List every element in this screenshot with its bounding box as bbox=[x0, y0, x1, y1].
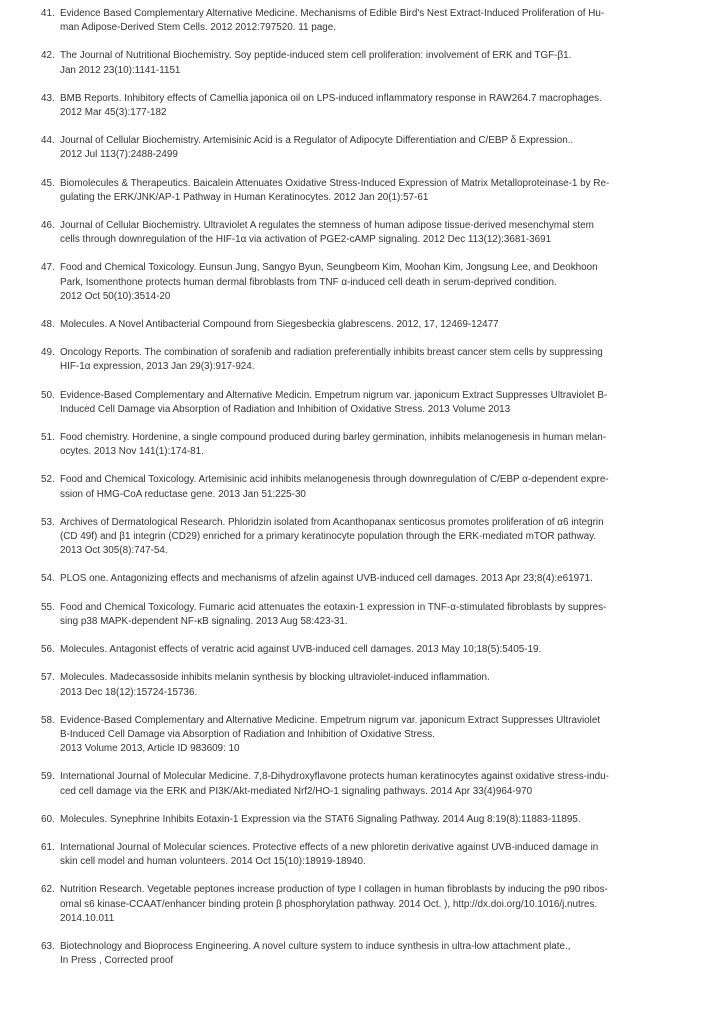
reference-number: 44. bbox=[41, 135, 55, 147]
reference-text bbox=[60, 92, 686, 120]
reference-line: 2013 Oct 305(8):747-54. bbox=[60, 545, 168, 557]
reference-item bbox=[41, 318, 686, 332]
reference-item bbox=[41, 714, 686, 757]
reference-item bbox=[41, 770, 686, 798]
reference-line: Evidence-Based Complementary and Alternative Medicin. Empetrum nigrum var. japonicum Extract Suppresses Ultraviolet B- bbox=[60, 389, 608, 401]
reference-item bbox=[41, 883, 686, 926]
reference-line: Induced Cell Damage via Absorption of Radiation and Inhibition of Oxidative Stress. 2013 Volume 2013 bbox=[60, 403, 511, 415]
reference-text bbox=[60, 643, 686, 657]
reference-line: The Journal of Nutritional Biochemistry. Soy peptide-induced stem cell proliferation: involvement of ERK and TGF-β1. bbox=[60, 50, 572, 62]
reference-number: 61. bbox=[41, 841, 55, 853]
reference-line: International Journal of Molecular sciences. Protective effects of a new phloretin derivative against UVB-induced damage in bbox=[60, 841, 599, 853]
reference-item bbox=[41, 134, 686, 162]
reference-line: Molecules. A Novel Antibacterial Compound from Siegesbeckia glabrescens. 2012, 17, 12469-12477 bbox=[60, 319, 499, 331]
reference-line: gulating the ERK/JNK/AP-1 Pathway in Human Keratinocytes. 2012 Jan 20(1):57-61 bbox=[60, 191, 429, 203]
reference-item bbox=[41, 219, 686, 247]
reference-number: 47. bbox=[41, 262, 55, 274]
reference-line: 2012 Oct 50(10):3514-20 bbox=[60, 290, 171, 302]
reference-number: 50. bbox=[41, 389, 55, 401]
reference-text bbox=[60, 219, 686, 247]
reference-line: Journal of Cellular Biochemistry. Artemisinic Acid is a Regulator of Adipocyte Differentiation and C/EBP δ Expression.. bbox=[60, 135, 574, 147]
reference-item bbox=[41, 389, 686, 417]
reference-line: Biomolecules & Therapeutics. Baicalein Attenuates Oxidative Stress-Induced Expression of Matrix Metalloproteinase-1 by Re- bbox=[60, 177, 610, 189]
reference-line: Biotechnology and Bioprocess Engineering. A novel culture system to induce synthesis in ultra-low attachment plate., bbox=[60, 940, 571, 952]
reference-text bbox=[60, 261, 686, 304]
reference-line: 2014.10.011 bbox=[60, 912, 115, 924]
reference-line: Jan 2012 23(10):1141-1151 bbox=[60, 64, 181, 76]
reference-text bbox=[60, 841, 686, 869]
reference-line: Food and Chemical Toxicology. Eunsun Jung, Sangyo Byun, Seungbeom Kim, Moohan Kim, Jongsung Lee, and Deokhoon bbox=[60, 262, 598, 274]
reference-line: Evidence Based Complementary Alternative Medicine. Mechanisms of Edible Bird's Nest Extract-Induced Proliferation of Hu- bbox=[60, 8, 605, 19]
reference-line: International Journal of Molecular Medicine. 7,8-Dihydroxyflavone protects human keratinocytes against oxidative stress-indu- bbox=[60, 771, 609, 783]
reference-line: Nutrition Research. Vegetable peptones increase production of type I collagen in human fibroblasts by inducing the p90 ribos- bbox=[60, 884, 608, 896]
reference-number: 57. bbox=[41, 672, 55, 684]
reference-line: Molecules. Antagonist effects of veratric acid against UVB-induced cell damages. 2013 May 10;18(5):5405-19. bbox=[60, 644, 542, 656]
reference-item bbox=[41, 92, 686, 120]
reference-text bbox=[60, 346, 686, 374]
reference-line: 2013 Dec 18(12):15724-15736. bbox=[60, 686, 198, 698]
reference-number: 45. bbox=[41, 177, 55, 189]
reference-line: 2012 Jul 113(7):2488-2499 bbox=[60, 149, 178, 161]
reference-line: ocytes. 2013 Nov 141(1):174-81. bbox=[60, 446, 204, 458]
reference-number: 41. bbox=[41, 8, 55, 19]
reference-item bbox=[41, 813, 686, 827]
reference-item bbox=[41, 261, 686, 304]
reference-number: 62. bbox=[41, 884, 55, 896]
reference-text bbox=[60, 177, 686, 205]
reference-number: 58. bbox=[41, 714, 55, 726]
reference-number: 63. bbox=[41, 940, 55, 952]
reference-line: ced cell damage via the ERK and PI3K/Akt-mediated Nrf2/HO-1 signaling pathways. 2014 Apr 33(4)964-970 bbox=[60, 785, 533, 797]
reference-line: 2013 Volume 2013, Article ID 983609: 10 bbox=[60, 743, 240, 755]
reference-item bbox=[41, 346, 686, 374]
reference-text bbox=[60, 7, 686, 35]
reference-item bbox=[41, 177, 686, 205]
reference-text bbox=[60, 134, 686, 162]
reference-number: 43. bbox=[41, 92, 55, 104]
reference-item bbox=[41, 572, 686, 586]
reference-line: Archives of Dermatological Research. Phloridzin isolated from Acanthopanax senticosus promotes proliferation of α6 integrin bbox=[60, 516, 604, 528]
reference-line: cells through downregulation of the HIF-1α via activation of PGE2-cAMP signaling. 2012 Dec 113(12):3681-3691 bbox=[60, 234, 552, 246]
reference-item bbox=[41, 940, 686, 968]
reference-text bbox=[60, 601, 686, 629]
reference-item bbox=[41, 516, 686, 559]
reference-number: 56. bbox=[41, 644, 55, 656]
reference-item bbox=[41, 49, 686, 77]
reference-line: B-Induced Cell Damage via Absorption of Radiation and Inhibition of Oxidative Stress. bbox=[60, 728, 435, 740]
reference-text bbox=[60, 671, 686, 699]
reference-item bbox=[41, 473, 686, 501]
reference-number: 49. bbox=[41, 347, 55, 359]
reference-text bbox=[60, 389, 686, 417]
reference-text bbox=[60, 714, 686, 757]
reference-line: sing p38 MAPK-dependent NF-κB signaling. 2013 Aug 58:423-31. bbox=[60, 615, 348, 627]
reference-number: 52. bbox=[41, 474, 55, 486]
reference-line: Food and Chemical Toxicology. Artemisinic acid inhibits melanogenesis through downregulation of C/EBP α-dependent expre- bbox=[60, 474, 609, 486]
reference-line: Evidence-Based Complementary and Alternative Medicine. Empetrum nigrum var. japonicum Extract Suppresses Ultraviolet bbox=[60, 714, 601, 726]
reference-item bbox=[41, 601, 686, 629]
reference-item bbox=[41, 431, 686, 459]
reference-text bbox=[60, 318, 686, 332]
reference-number: 46. bbox=[41, 220, 55, 232]
reference-line: ssion of HMG-CoA reductase gene. 2013 Jan 51:225-30 bbox=[60, 488, 306, 500]
reference-line: Park, Isomenthone protects human dermal fibroblasts from TNF α-induced cell death in serum-deprived condition. bbox=[60, 276, 557, 288]
reference-line: BMB Reports. Inhibitory effects of Camellia japonica oil on LPS-induced inflammatory response in RAW264.7 macrophages. bbox=[60, 92, 602, 104]
reference-list bbox=[41, 7, 686, 968]
reference-number: 55. bbox=[41, 601, 55, 613]
reference-number: 59. bbox=[41, 771, 55, 783]
reference-text bbox=[60, 49, 686, 77]
reference-text bbox=[60, 572, 686, 586]
reference-line: Molecules. Madecassoside inhibits melanin synthesis by blocking ultraviolet-induced inflammation. bbox=[60, 672, 490, 684]
reference-line: PLOS one. Antagonizing effects and mechanisms of afzelin against UVB-induced cell damages. 2013 Apr 23;8(4):e61971. bbox=[60, 573, 593, 585]
reference-line: omal s6 kinase-CCAAT/enhancer binding protein β phosphorylation pathway. 2014 Oct. ), http://dx.doi.org/10.1016/j.nutres. bbox=[60, 898, 598, 910]
reference-text bbox=[60, 770, 686, 798]
reference-text bbox=[60, 940, 686, 968]
reference-line: HIF-1α expression, 2013 Jan 29(3):917-924. bbox=[60, 361, 255, 373]
reference-line: Molecules. Synephrine Inhibits Eotaxin-1 Expression via the STAT6 Signaling Pathway. 2014 Aug 8:19(8):11883-11895. bbox=[60, 813, 581, 825]
reference-item bbox=[41, 643, 686, 657]
reference-number: 51. bbox=[41, 432, 55, 444]
reference-line: man Adipose-Derived Stem Cells. 2012 2012:797520. 11 page. bbox=[60, 22, 336, 34]
reference-line: Food chemistry. Hordenine, a single compound produced during barley germination, inhibits melanogenesis in human melan- bbox=[60, 432, 606, 444]
reference-item bbox=[41, 671, 686, 699]
reference-item bbox=[41, 7, 686, 35]
reference-text bbox=[60, 431, 686, 459]
reference-text bbox=[60, 883, 686, 926]
reference-line: skin cell model and human volunteers. 2014 Oct 15(10):18919-18940. bbox=[60, 856, 366, 868]
reference-number: 53. bbox=[41, 516, 55, 528]
reference-line: Food and Chemical Toxicology. Fumaric acid attenuates the eotaxin-1 expression in TNF-α-stimulated fibroblasts by suppres- bbox=[60, 601, 607, 613]
reference-text bbox=[60, 516, 686, 559]
reference-number: 54. bbox=[41, 573, 55, 585]
reference-line: In Press , Corrected proof bbox=[60, 955, 174, 967]
reference-item bbox=[41, 841, 686, 869]
reference-number: 48. bbox=[41, 319, 55, 331]
reference-text bbox=[60, 473, 686, 501]
reference-line: Oncology Reports. The combination of sorafenib and radiation preferentially inhibits breast cancer stem cells by suppressing bbox=[60, 347, 603, 359]
reference-number: 42. bbox=[41, 50, 55, 62]
reference-line: (CD 49f) and β1 integrin (CD29) enriched for a primary keratinocyte population through the ERK-mediated mTOR pathway. bbox=[60, 531, 597, 543]
reference-text bbox=[60, 813, 686, 827]
reference-line: 2012 Mar 45(3):177-182 bbox=[60, 107, 167, 119]
reference-line: Journal of Cellular Biochemistry. Ultraviolet A regulates the stemness of human adipose tissue-derived mesenchymal stem bbox=[60, 220, 594, 232]
reference-number: 60. bbox=[41, 813, 55, 825]
